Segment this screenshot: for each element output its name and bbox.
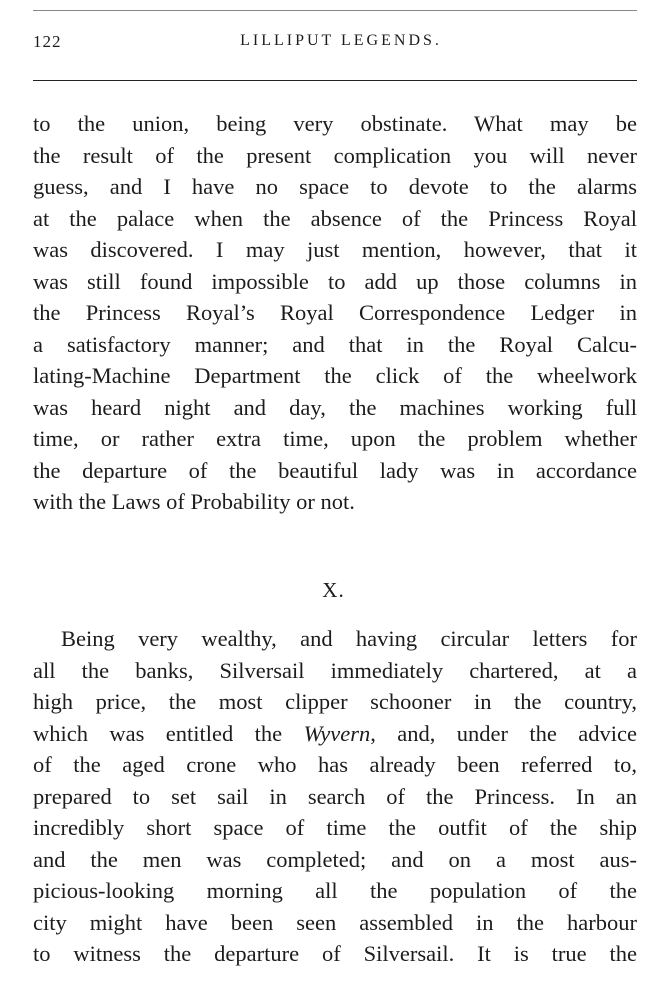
text-line: the departure of the beautiful lady was in accordance: [33, 457, 637, 483]
text-line: prepared to set sail in search of the Princess. In an: [33, 783, 637, 809]
text-line: time, or rather extra time, upon the problem whether: [33, 426, 637, 451]
text-fragment: which was entitled the: [33, 720, 304, 746]
text-line: to witness the departure of Silversail. It is true the: [33, 941, 637, 966]
ship-name-italic: Wyvern: [303, 720, 371, 746]
text-line: lating-Machine Department the click of the wheelwork: [33, 363, 637, 388]
section-heading: X.: [322, 578, 345, 602]
top-rule: [33, 10, 637, 11]
header-rule: [33, 80, 637, 81]
text-line-with-italic: [33, 718, 637, 750]
text-line: all the banks, Silversail immediately chartered, at a: [33, 657, 637, 683]
text-line: a satisfactory manner; and that in the Royal Calcu-: [33, 331, 637, 357]
text-line: high price, the most clipper schooner in the country,: [33, 689, 637, 714]
text-line: picious-looking morning all the population of the: [33, 878, 637, 903]
text-line: the Princess Royal’s Royal Correspondence Ledger in: [33, 300, 637, 325]
paragraph-section-x: [33, 623, 637, 970]
text-line: Being very wealthy, and having circular letters for: [61, 626, 637, 651]
text-line: guess, and I have no space to devote to the alarms: [33, 174, 637, 199]
text-line: incredibly short space of time the outfit of the ship: [33, 815, 637, 840]
text-line: to the union, being very obstinate. What may be: [33, 111, 637, 136]
text-line: of the aged crone who has already been referred to,: [33, 752, 637, 777]
page-number: 122: [33, 32, 62, 51]
text-line: was discovered. I may just mention, however, that it: [33, 237, 637, 262]
text-line: the result of the present complication you will never: [33, 142, 637, 168]
text-line: was still found impossible to add up those columns in: [33, 268, 637, 294]
page-header: [33, 32, 637, 60]
paragraph-continued: [33, 108, 637, 518]
text-line: and the men was completed; and on a most aus-: [33, 846, 637, 872]
text-line: was heard night and day, the machines working full: [33, 394, 637, 420]
text-line: city might have been seen assembled in the harbour: [33, 909, 637, 935]
text-line: with the Laws of Probability or not.: [33, 489, 355, 514]
text-fragment: , and, under the advice: [370, 720, 637, 746]
text-line: at the palace when the absence of the Princess Royal: [33, 205, 637, 231]
running-title: LILLIPUT LEGENDS.: [240, 32, 442, 49]
